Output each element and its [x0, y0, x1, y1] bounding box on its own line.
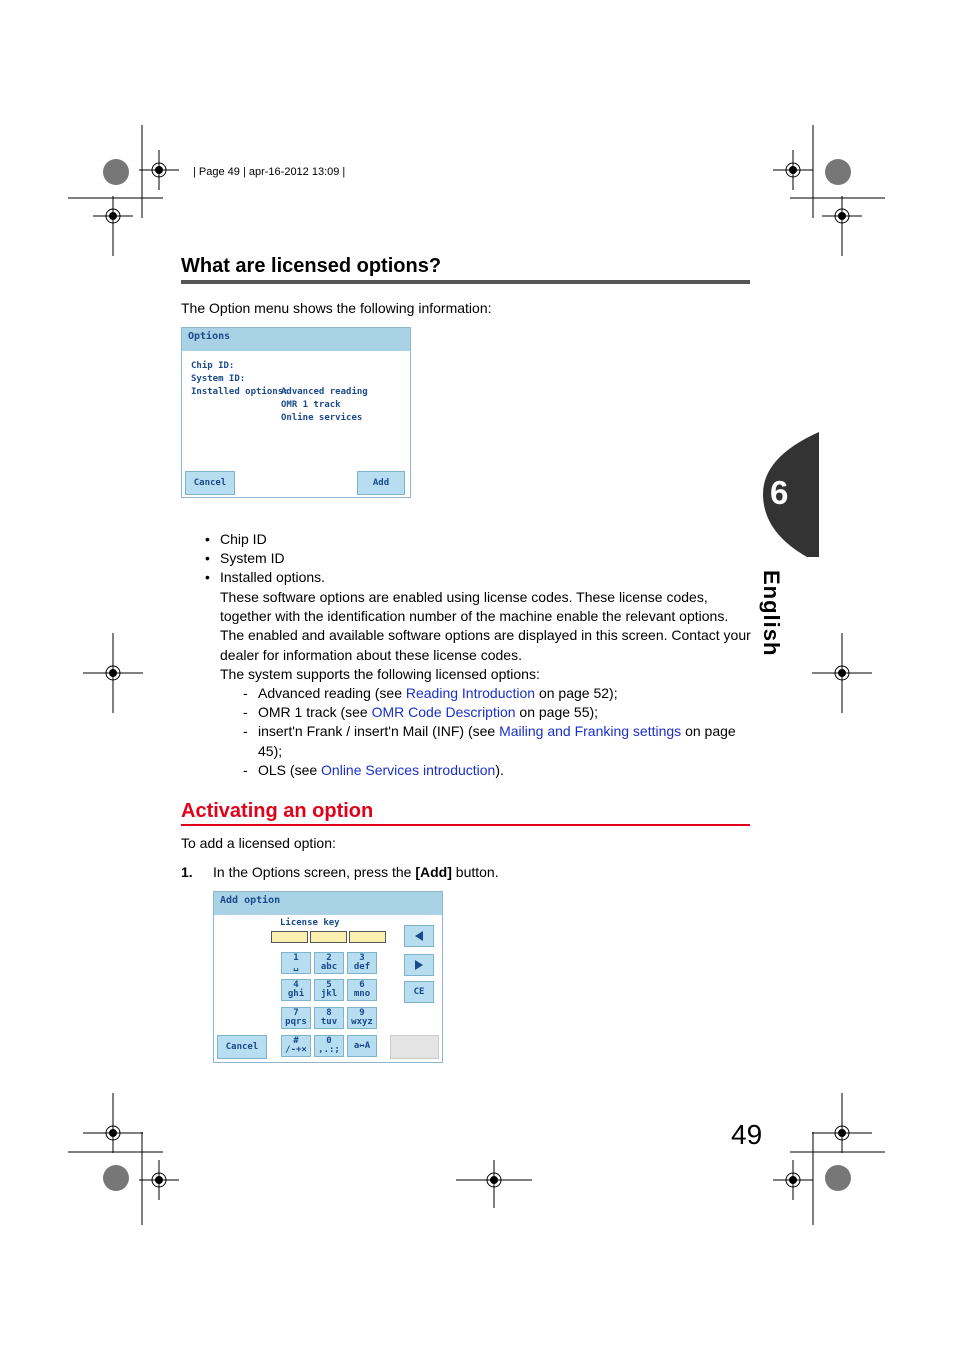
- add-option-screen-image: [213, 891, 443, 1063]
- keypad-key[interactable]: 8 tuv: [314, 1007, 344, 1029]
- case-toggle-key[interactable]: a↔A: [347, 1035, 377, 1057]
- cancel-button[interactable]: Cancel: [185, 471, 235, 495]
- add-button[interactable]: Add: [357, 471, 405, 495]
- chip-id-label: Chip ID:: [191, 361, 235, 371]
- keypad-key[interactable]: 3 def: [347, 952, 377, 974]
- page-number: 49: [731, 1119, 763, 1150]
- licensed-options-list: [243, 684, 755, 780]
- online-services-link[interactable]: Online Services introduction: [321, 761, 496, 778]
- keypad-key[interactable]: 4 ghi: [281, 979, 311, 1001]
- chapter-number: 6: [770, 474, 789, 511]
- keypad-key[interactable]: 1 ␣: [281, 952, 311, 974]
- list-item: - OLS (see Online Services introduction).: [243, 761, 504, 778]
- arrow-right-icon: [414, 960, 424, 970]
- cursor-right-button[interactable]: [404, 954, 434, 976]
- options-screen-title: Options: [182, 328, 410, 351]
- keypad-key[interactable]: 9 wxyz: [347, 1007, 377, 1029]
- installed-option-value: Advanced reading: [281, 387, 368, 397]
- description-paragraph: The system supports the following licensed options:: [220, 665, 540, 682]
- list-item: • Chip ID: [205, 531, 267, 547]
- system-id-label: System ID:: [191, 374, 246, 384]
- arrow-left-icon: [414, 931, 424, 941]
- keypad-key[interactable]: 0 ,.:;: [314, 1035, 344, 1057]
- list-item: • System ID: [205, 550, 285, 566]
- cancel-button[interactable]: Cancel: [217, 1035, 267, 1059]
- activate-intro: To add a licensed option:: [181, 835, 336, 851]
- list-item: - Advanced reading (see Reading Introduction on page 52);: [243, 685, 618, 701]
- license-key-field[interactable]: [271, 931, 308, 943]
- keypad-key[interactable]: 7 pqrs: [281, 1007, 311, 1029]
- reading-introduction-link[interactable]: Reading Introduction: [405, 685, 536, 701]
- keypad-key[interactable]: 6 mno: [347, 979, 377, 1001]
- keypad-key[interactable]: 5 jkl: [314, 979, 344, 1001]
- heading-rule-red: [181, 824, 750, 826]
- license-key-field[interactable]: [310, 931, 347, 943]
- license-key-field[interactable]: [349, 931, 386, 943]
- license-key-label: License key: [280, 918, 340, 928]
- info-bullet-list: [205, 530, 325, 587]
- options-screen-image: [181, 327, 411, 498]
- installed-options-label: Installed options:: [191, 387, 289, 397]
- license-description: [220, 588, 755, 684]
- omr-code-description-link[interactable]: OMR Code Description: [371, 704, 516, 721]
- section-heading-activating: Activating an option: [181, 800, 374, 822]
- installed-option-value: OMR 1 track: [281, 400, 341, 410]
- language-label: English: [759, 570, 784, 657]
- installed-option-value: Online services: [281, 413, 363, 423]
- cursor-left-button[interactable]: [404, 925, 434, 947]
- clear-entry-button[interactable]: CE: [404, 981, 434, 1003]
- description-paragraph: These software options are enabled using license codes. These license codes, together with the identification number of the machine enable the relevant options. The enabled and available software options are displayed in this screen. Contact your dealer for information about these license codes.: [220, 589, 751, 663]
- section-heading-licensed-options: What are licensed options?: [181, 255, 442, 277]
- step-number: 1.: [181, 864, 193, 880]
- keypad-key[interactable]: # /-+×: [281, 1035, 311, 1057]
- list-item: - insert'n Frank / insert'n Mail (INF) (see Mailing and Franking settings on page 45);: [243, 723, 736, 759]
- intro-text: The Option menu shows the following information:: [181, 300, 492, 316]
- heading-rule: [181, 280, 750, 284]
- ok-button-disabled[interactable]: [390, 1035, 439, 1059]
- add-option-screen-title: Add option: [214, 892, 442, 915]
- list-item: - OMR 1 track (see OMR Code Description on page 55);: [243, 704, 599, 721]
- print-header: | Page 49 | apr-16-2012 13:09 |: [193, 166, 346, 178]
- keypad-key[interactable]: 2 abc: [314, 952, 344, 974]
- list-item: • Installed options.: [205, 569, 326, 585]
- step-text: In the Options screen, press the [Add] button.: [213, 864, 499, 880]
- mailing-franking-settings-link[interactable]: Mailing and Franking settings: [499, 723, 682, 740]
